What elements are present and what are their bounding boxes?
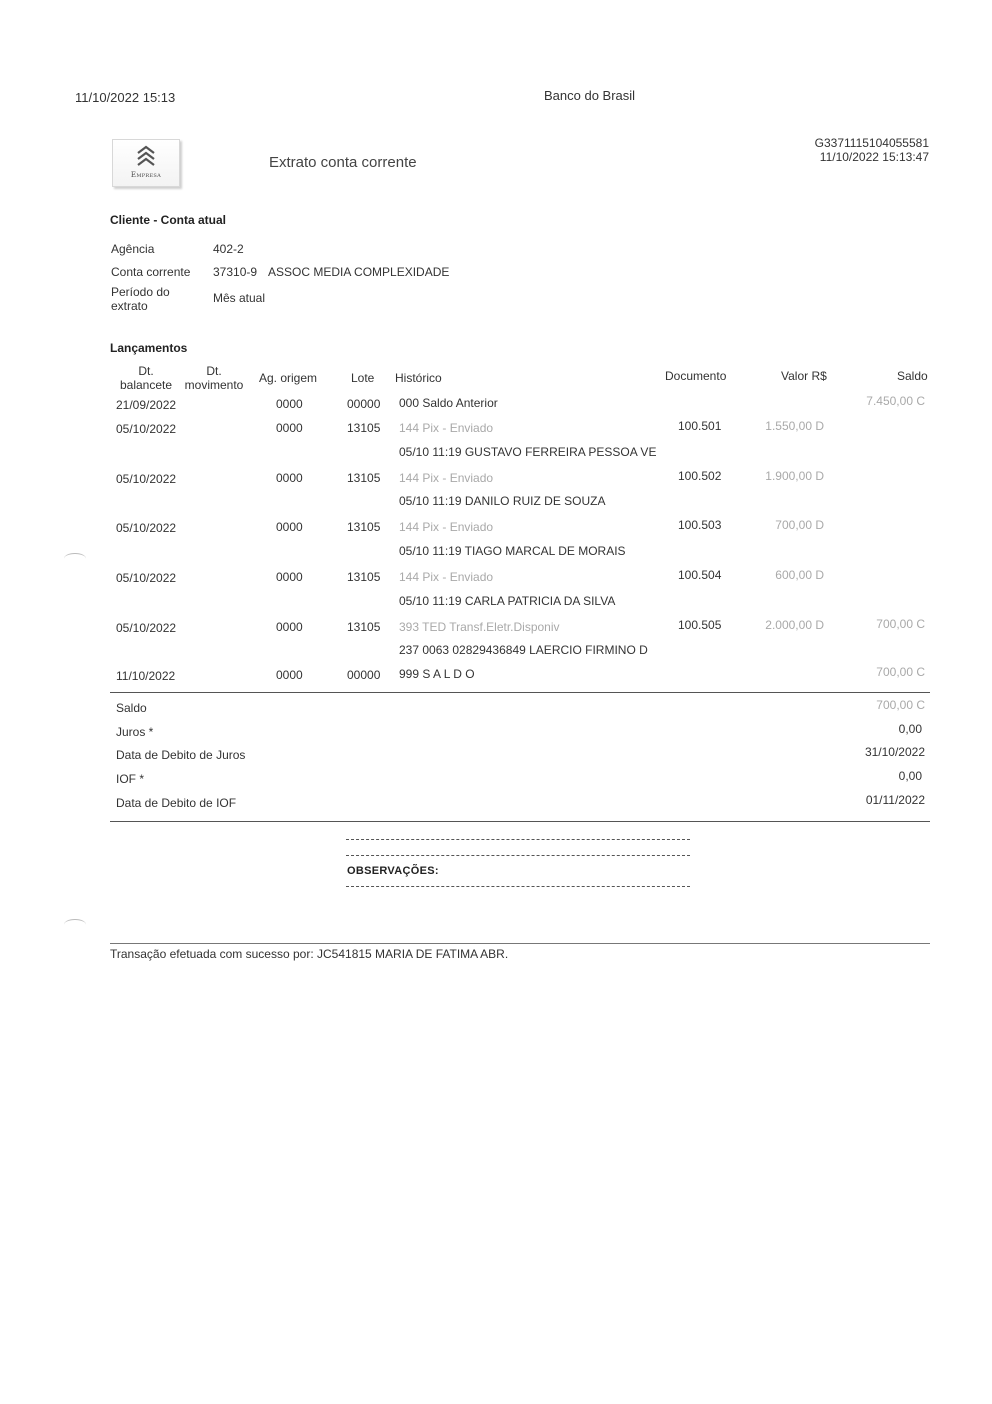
col-dt-movimento-2: movimento bbox=[184, 378, 244, 392]
table-divider bbox=[110, 692, 930, 693]
col-ag-origem: Ag. origem bbox=[259, 371, 318, 385]
footer-text: Transação efetuada com sucesso por: JC541815 MARIA DE FATIMA ABR. bbox=[110, 947, 509, 961]
row-lote: 00000 bbox=[347, 668, 381, 682]
footer-divider bbox=[110, 943, 930, 944]
bank-logo bbox=[112, 139, 180, 187]
document-code: G3371115104055581 bbox=[814, 136, 929, 150]
row-dt: 05/10/2022 bbox=[116, 472, 177, 486]
summary-debito-juros-value: 31/10/2022 bbox=[864, 745, 925, 759]
row-historico: 144 Pix - Enviado bbox=[399, 421, 494, 435]
row-lote: 00000 bbox=[347, 397, 381, 411]
row-lote: 13105 bbox=[347, 620, 381, 634]
row-valor: 1.900,00 D bbox=[765, 469, 824, 483]
row-documento: 100.503 bbox=[678, 518, 722, 532]
row-valor: 2.000,00 D bbox=[765, 618, 824, 632]
row-historico: 144 Pix - Enviado bbox=[399, 570, 494, 584]
row-saldo: 700,00 C bbox=[876, 617, 925, 631]
row-lote: 13105 bbox=[347, 520, 381, 534]
row-lote: 13105 bbox=[347, 421, 381, 435]
summary-debito-iof-value: 01/11/2022 bbox=[865, 793, 925, 807]
row-historico-detail: 05/10 11:19 TIAGO MARCAL DE MORAIS bbox=[399, 544, 626, 558]
summary-divider bbox=[110, 821, 930, 822]
col-saldo: Saldo bbox=[897, 369, 928, 383]
conta-value: 37310-9 bbox=[213, 265, 258, 279]
row-ag: 0000 bbox=[276, 421, 303, 435]
row-documento: 100.501 bbox=[678, 419, 722, 433]
row-ag: 0000 bbox=[276, 570, 303, 584]
summary-iof-value: 0,00 bbox=[898, 769, 922, 783]
document-datetime: 11/10/2022 15:13:47 bbox=[819, 150, 929, 164]
row-dt: 11/10/2022 bbox=[116, 669, 176, 683]
summary-debito-iof-label: Data de Debito de IOF bbox=[116, 796, 237, 810]
scan-artifact bbox=[64, 553, 86, 564]
conta-name: ASSOC MEDIA COMPLEXIDADE bbox=[268, 265, 450, 279]
row-ag: 0000 bbox=[276, 471, 303, 485]
row-valor: 700,00 D bbox=[775, 518, 824, 532]
row-documento: 100.505 bbox=[678, 618, 722, 632]
row-ag: 0000 bbox=[276, 397, 303, 411]
summary-juros-label: Juros * bbox=[116, 725, 154, 739]
summary-iof-label: IOF * bbox=[116, 772, 145, 786]
row-dt: 21/09/2022 bbox=[116, 398, 177, 412]
row-historico-detail: 05/10 11:19 GUSTAVO FERREIRA PESSOA VE bbox=[399, 445, 657, 459]
col-historico: Histórico bbox=[395, 371, 442, 385]
observacoes-label: OBSERVAÇÕES: bbox=[347, 865, 439, 877]
summary-debito-juros-label: Data de Debito de Juros bbox=[116, 748, 246, 762]
row-ag: 0000 bbox=[276, 668, 303, 682]
conta-label: Conta corrente bbox=[111, 265, 191, 279]
row-valor: 1.550,00 D bbox=[765, 419, 824, 433]
client-section-title: Cliente - Conta atual bbox=[110, 213, 227, 227]
col-lote: Lote bbox=[351, 371, 375, 385]
periodo-label-line2: extrato bbox=[111, 299, 148, 313]
dashed-line bbox=[346, 855, 690, 856]
row-lote: 13105 bbox=[347, 471, 381, 485]
summary-saldo-value: 700,00 C bbox=[876, 698, 925, 712]
lancamentos-section-title: Lançamentos bbox=[110, 341, 188, 355]
bb-logo-icon bbox=[135, 144, 157, 168]
row-historico: 999 S A L D O bbox=[399, 667, 475, 681]
scan-artifact bbox=[64, 919, 86, 930]
agencia-label: Agência bbox=[111, 242, 155, 256]
row-documento: 100.504 bbox=[678, 568, 722, 582]
col-dt-movimento-1: Dt. bbox=[206, 364, 222, 378]
agencia-value: 402-2 bbox=[213, 242, 244, 256]
row-valor: 600,00 D bbox=[775, 568, 824, 582]
row-dt: 05/10/2022 bbox=[116, 571, 177, 585]
dashed-line bbox=[346, 839, 690, 840]
row-historico: 000 Saldo Anterior bbox=[399, 396, 498, 410]
row-ag: 0000 bbox=[276, 620, 303, 634]
row-dt: 05/10/2022 bbox=[116, 422, 177, 436]
row-historico: 144 Pix - Enviado bbox=[399, 520, 494, 534]
col-documento: Documento bbox=[665, 369, 727, 383]
periodo-value: Mês atual bbox=[213, 291, 266, 305]
page-title: Extrato conta corrente bbox=[269, 154, 417, 171]
row-dt: 05/10/2022 bbox=[116, 521, 177, 535]
print-datetime: 11/10/2022 15:13 bbox=[75, 90, 176, 105]
dashed-line bbox=[346, 886, 690, 887]
summary-saldo-label: Saldo bbox=[116, 701, 147, 715]
row-documento: 100.502 bbox=[678, 469, 722, 483]
logo-label: Empresa bbox=[130, 171, 162, 179]
summary-juros-value: 0,00 bbox=[898, 722, 922, 736]
col-valor: Valor R$ bbox=[781, 369, 827, 383]
row-historico: 144 Pix - Enviado bbox=[399, 471, 494, 485]
periodo-label-line1: Período do bbox=[111, 285, 170, 299]
bank-name: Banco do Brasil bbox=[544, 88, 636, 103]
row-historico-detail: 05/10 11:19 CARLA PATRICIA DA SILVA bbox=[399, 594, 616, 608]
row-dt: 05/10/2022 bbox=[116, 621, 177, 635]
row-saldo: 7.450,00 C bbox=[866, 394, 925, 408]
row-historico-detail: 237 0063 02829436849 LAERCIO FIRMINO D bbox=[399, 643, 648, 657]
row-historico: 393 TED Transf.Eletr.Disponiv bbox=[399, 620, 560, 634]
row-historico-detail: 05/10 11:19 DANILO RUIZ DE SOUZA bbox=[399, 494, 606, 508]
row-saldo: 700,00 C bbox=[876, 665, 925, 679]
col-dt-balancete-2: balancete bbox=[119, 378, 173, 392]
row-ag: 0000 bbox=[276, 520, 303, 534]
row-lote: 13105 bbox=[347, 570, 381, 584]
col-dt-balancete-1: Dt. bbox=[138, 364, 154, 378]
